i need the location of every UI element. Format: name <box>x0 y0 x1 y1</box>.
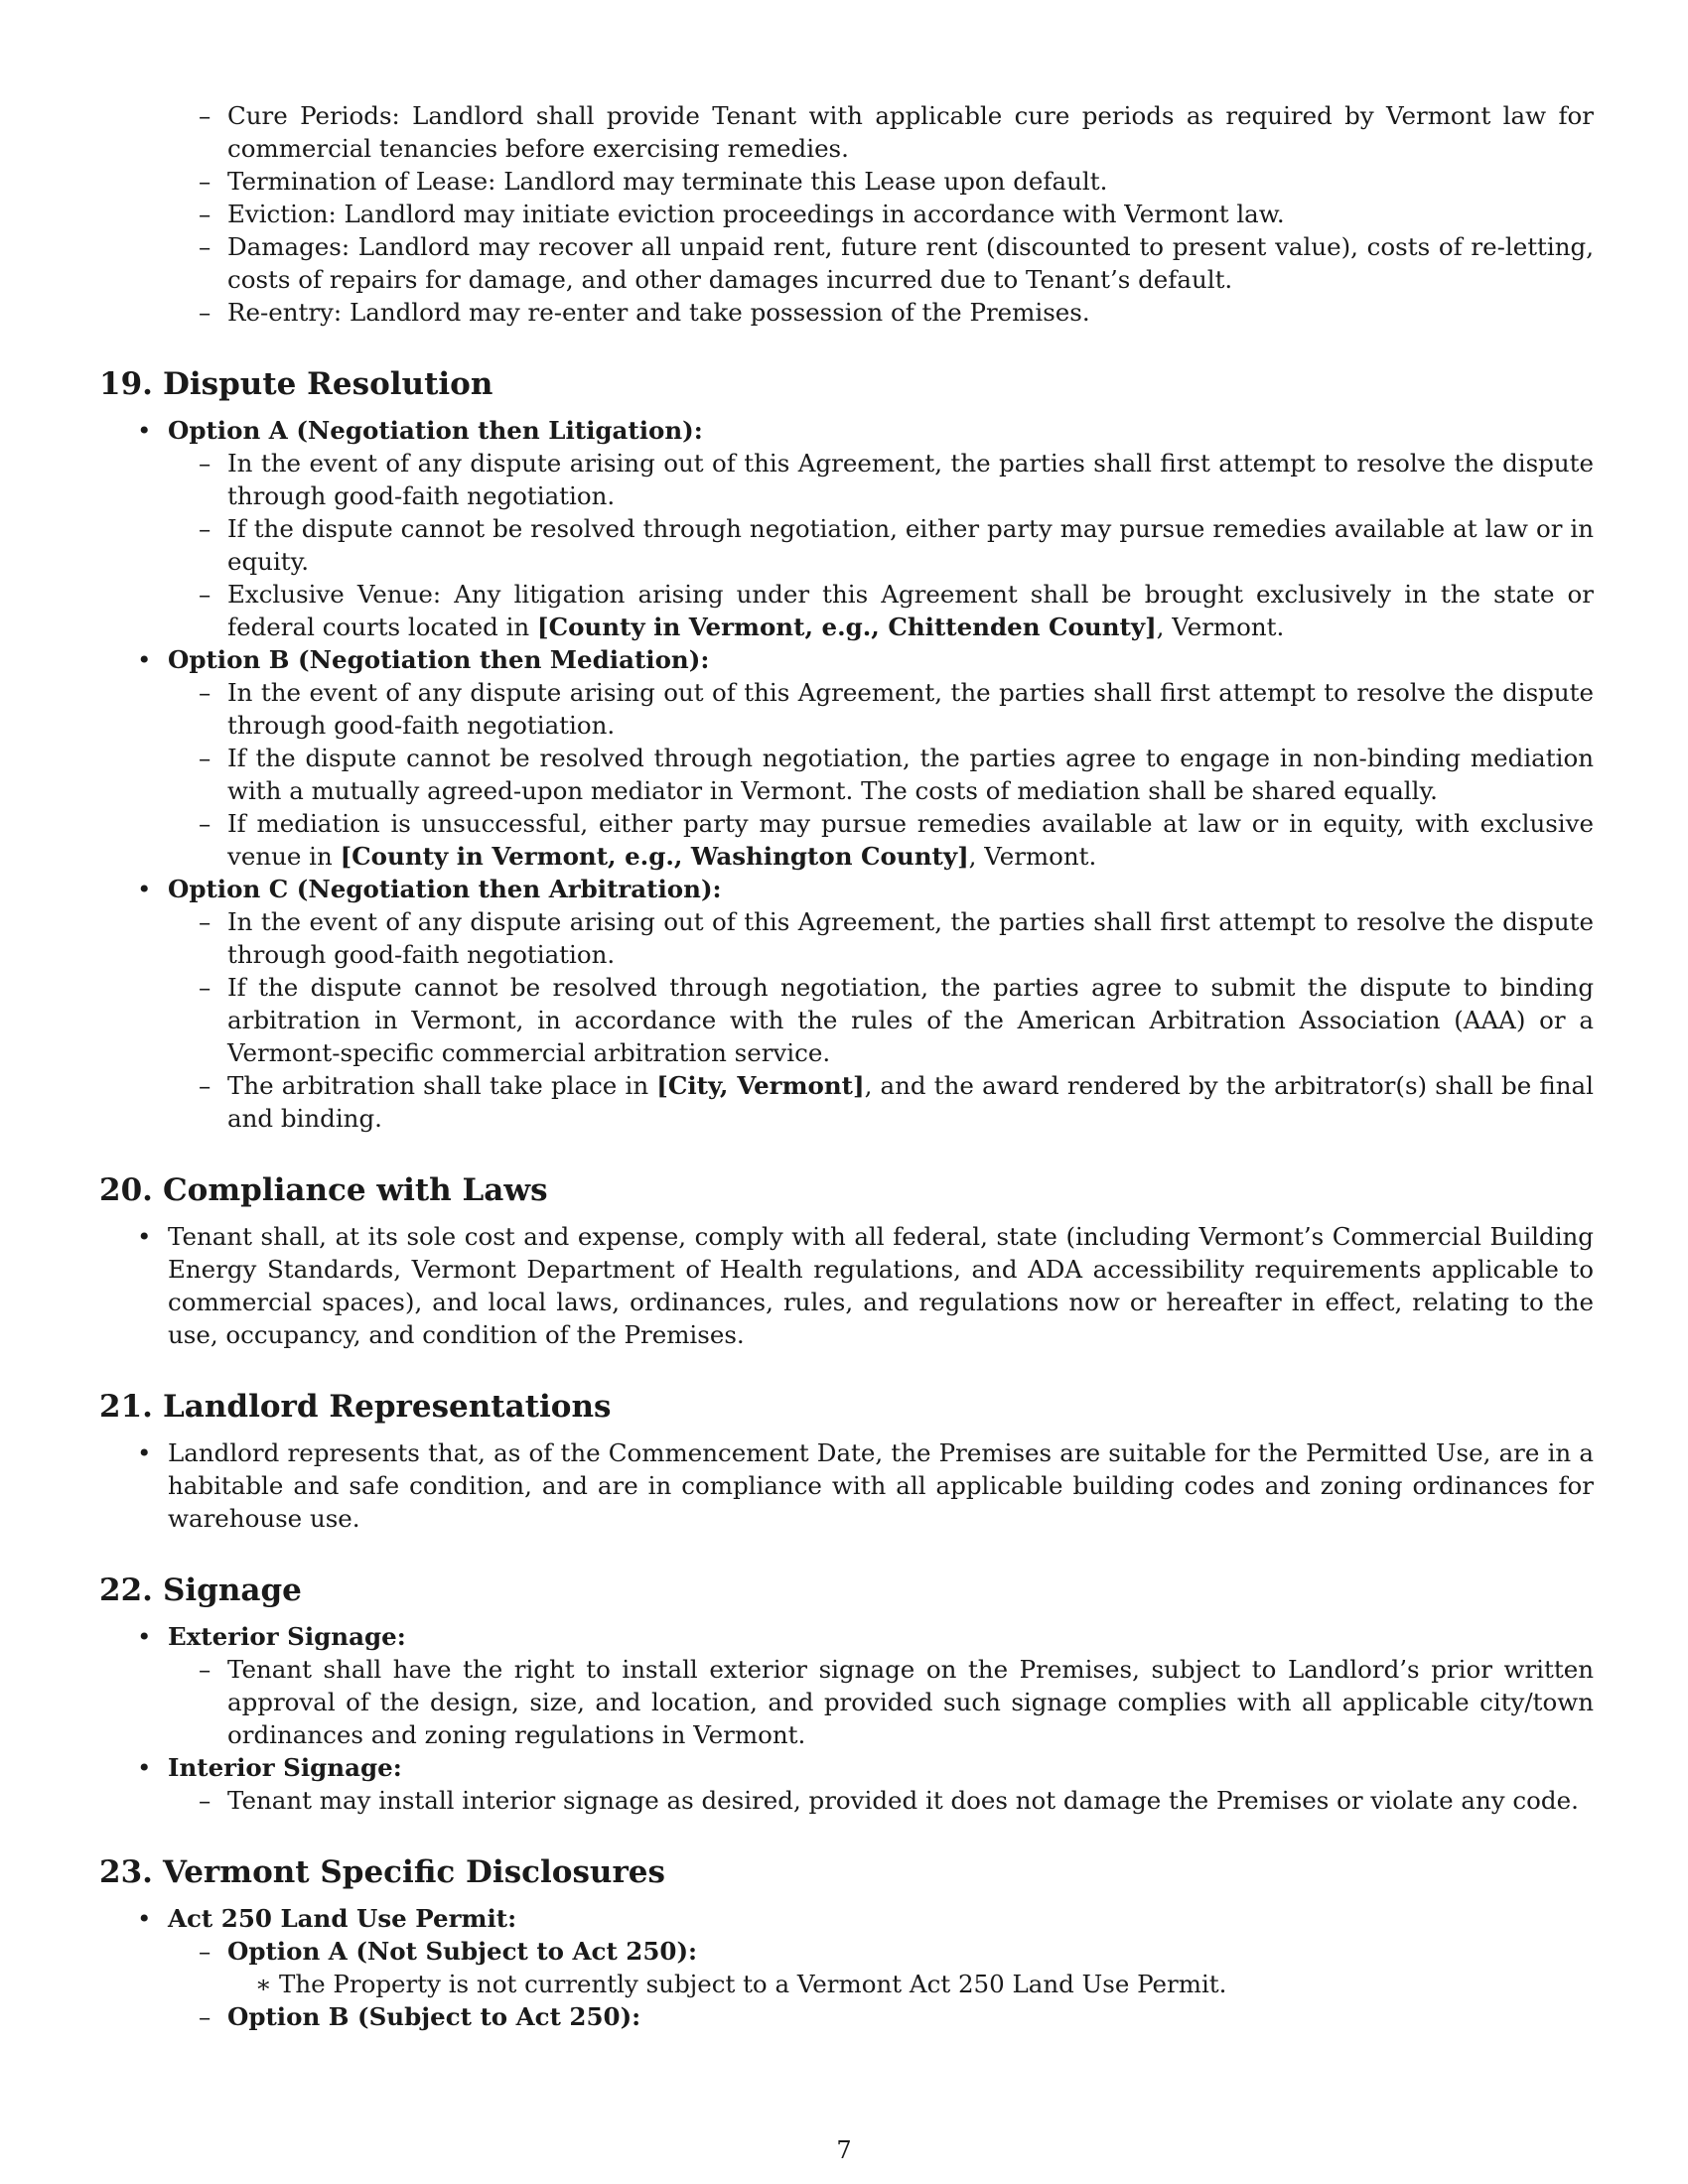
list-item: – Termination of Lease: Landlord may terminate this Lease upon default. <box>99 165 1594 198</box>
option-label: Act 250 Land Use Permit: <box>168 1904 517 1933</box>
list-item: – Eviction: Landlord may initiate eviction proceedings in accordance with Vermont law. <box>99 198 1594 230</box>
list-item: – Exclusive Venue: Any litigation arising under this Agreement shall be brought exclusively in the state or federal courts located in [County in Vermont, e.g., Chittenden County], Vermont. <box>168 578 1594 643</box>
option-label: Exterior Signage: <box>168 1622 406 1651</box>
section-title: Vermont Specific Disclosures <box>163 1854 665 1890</box>
placeholder-field: [County in Vermont, e.g., Washington County] <box>340 842 969 871</box>
compliance-paragraph: • Tenant shall, at its sole cost and expense, comply with all federal, state (including Vermont’s Commercial Building Energy Standards, Vermont Department of Health regulations, and ADA accessibility requirements applicable to commercial spaces), and local laws, ordinances, rules, and regulations now or hereafter in effect, relating to the use, occupancy, and condition of the Premises. <box>99 1220 1594 1351</box>
option-label: Option A (Negotiation then Litigation): <box>168 416 703 445</box>
list-item: – If the dispute cannot be resolved through negotiation, the parties agree to submit the dispute to binding arbitration in Vermont, in accordance with the rules of the American Arbitration Association (AAA) or a Vermont-specific commercial arbitration service. <box>168 971 1594 1069</box>
section-title: Landlord Representations <box>163 1389 612 1425</box>
list-item: – The arbitration shall take place in [City, Vermont], and the award rendered by the arbitrator(s) shall be final and binding. <box>168 1069 1594 1135</box>
document-page <box>99 99 1594 2033</box>
option-label: Option C (Negotiation then Arbitration): <box>168 875 722 903</box>
option-label: Option A (Not Subject to Act 250): <box>227 1937 698 1966</box>
section-title: Dispute Resolution <box>163 366 493 402</box>
option-a-item <box>99 414 1594 643</box>
list-item: – Tenant may install interior signage as desired, provided it does not damage the Premises or violate any code. <box>168 1784 1594 1817</box>
representations-paragraph: • Landlord represents that, as of the Commencement Date, the Premises are suitable for the Permitted Use, are in a habitable and safe condition, and are in compliance with all applicable building codes and zoning ordinances for warehouse use. <box>99 1436 1594 1535</box>
list-item <box>168 1935 1594 2000</box>
option-label: Option B (Negotiation then Mediation): <box>168 645 710 674</box>
act250-item <box>99 1902 1594 2033</box>
list-item: ∗ The Property is not currently subject to a Vermont Act 250 Land Use Permit. <box>227 1968 1594 2000</box>
list-item: – In the event of any dispute arising out of this Agreement, the parties shall first attempt to resolve the dispute through good-faith negotiation. <box>168 676 1594 742</box>
list-item: – Re-entry: Landlord may re-enter and take possession of the Premises. <box>99 296 1594 329</box>
section-number: 23. <box>99 1854 153 1890</box>
option-b-item <box>99 643 1594 873</box>
list-item: – In the event of any dispute arising out of this Agreement, the parties shall first attempt to resolve the dispute through good-faith negotiation. <box>168 905 1594 971</box>
section-number: 19. <box>99 366 153 402</box>
section-number: 21. <box>99 1389 153 1425</box>
option-label: Interior Signage: <box>168 1753 402 1782</box>
page-number: 7 <box>836 2136 852 2164</box>
default-remedies-list <box>99 99 1594 329</box>
list-item: – If the dispute cannot be resolved through negotiation, either party may pursue remedies available at law or in equity. <box>168 512 1594 578</box>
dispute-options-list <box>99 414 1594 1135</box>
section-heading-19 <box>99 364 1594 404</box>
option-c-item <box>99 873 1594 1135</box>
list-item: – In the event of any dispute arising out of this Agreement, the parties shall first attempt to resolve the dispute through good-faith negotiation. <box>168 447 1594 512</box>
interior-signage-item <box>99 1751 1594 1817</box>
list-item: – Tenant shall have the right to install exterior signage on the Premises, subject to Landlord’s prior written approval of the design, size, and location, and provided such signage complies with all applicable city/town ordinances and zoning regulations in Vermont. <box>168 1653 1594 1751</box>
section-heading-20 <box>99 1170 1594 1210</box>
section-heading-21 <box>99 1387 1594 1427</box>
section-title: Compliance with Laws <box>163 1172 548 1208</box>
list-item: – Damages: Landlord may recover all unpaid rent, future rent (discounted to present value), costs of re-letting, costs of repairs for damage, and other damages incurred due to Tenant’s default. <box>99 230 1594 296</box>
option-label: Option B (Subject to Act 250): <box>227 2002 641 2031</box>
section-number: 20. <box>99 1172 153 1208</box>
placeholder-field: [City, Vermont] <box>656 1071 865 1100</box>
list-item <box>168 2000 1594 2033</box>
placeholder-field: [County in Vermont, e.g., Chittenden County] <box>537 613 1157 641</box>
section-number: 22. <box>99 1572 153 1608</box>
list-item: – If the dispute cannot be resolved through negotiation, the parties agree to engage in non-binding mediation with a mutually agreed-upon mediator in Vermont. The costs of mediation shall be shared equally. <box>168 742 1594 807</box>
list-item: – If mediation is unsuccessful, either party may pursue remedies available at law or in equity, with exclusive venue in [County in Vermont, e.g., Washington County], Vermont. <box>168 807 1594 873</box>
list-item: – Cure Periods: Landlord shall provide Tenant with applicable cure periods as required by Vermont law for commercial tenancies before exercising remedies. <box>99 99 1594 165</box>
section-heading-22 <box>99 1570 1594 1610</box>
exterior-signage-item <box>99 1620 1594 1751</box>
section-title: Signage <box>163 1572 302 1608</box>
section-heading-23 <box>99 1852 1594 1892</box>
